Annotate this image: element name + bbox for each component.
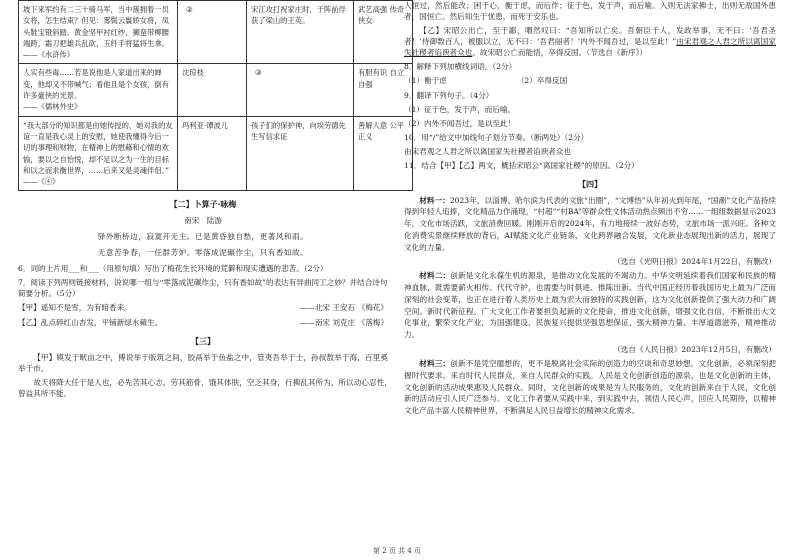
material-label: 材料一： xyxy=(419,195,450,205)
option-row xyxy=(404,75,776,86)
table-cell: ② xyxy=(178,1,247,64)
poem-line: 驿外断桥边，寂寞开无主。已是黄昏独自愁，更著风和雨。 xyxy=(97,232,309,242)
character-table xyxy=(18,0,413,191)
table-cell xyxy=(19,1,178,64)
material-text: 创新是文化永葆生机的源泉，是推动文化发展的不竭动力。中华文明延续着我们国家和民族的精神血脉，既需要薪火相传、代代守护，也需要与时俱进、推陈出新。当代中国正经历着我国历史上最为广泛而深刻的社会变革，也正在进行着人类历史上最为宏大而独特的实践创新，这为文化创新提供了强大动力和广阔空间。新时代新征程，广大文化工作者要担负起新的文化使命，推进文化创新，增强文化自信，不断推出大文化事业，繁荣文化产业，为国强建设、民族复兴提供坚强思想保证、强大精神力量、丰厚道德滋养，精神推动力。 xyxy=(404,271,777,340)
section-heading: 【二】卜算子·咏梅 xyxy=(169,199,237,210)
sub-question: （1）衡于虑 xyxy=(404,76,447,85)
material-label: 材料三： xyxy=(419,359,451,369)
material-paragraph xyxy=(404,358,776,417)
right-column xyxy=(404,0,776,420)
option-source: ——南宋 刘克庄 《落梅》 xyxy=(299,318,388,328)
table-row xyxy=(19,116,413,191)
material-paragraph xyxy=(404,195,776,254)
table-cell: 孩子们的保护神，向埃劳德先生写信求证 xyxy=(247,116,354,191)
option-row xyxy=(18,317,388,328)
question-10-sentence: 由宋君观之人君之所以离国家失社稷者谄谀者众也 xyxy=(404,147,572,156)
option-source: ——北宋 王安石 《梅花》 xyxy=(299,303,388,313)
left-column xyxy=(18,0,405,402)
excerpt-text: 人实有些毒……若是说他是人家道出来的婵变，他却又不带喊气；看他且是个女孩，倒有许多豪侠的光景。 xyxy=(23,68,169,101)
material-paragraph xyxy=(404,270,776,341)
material-text: 创新不是凭空臆想的，更不是脱离社会实际的创造力的空谈和奇思妙想。文化创新，必须深刻把握时代要求，来自时代人民群众，来自人民群众的实践。人民是文化创新创造的源泉，也是文化创新的主体，文化创新的活动成果惠及人民群众。同时，文化创新的成果是为人民服务的，文化的创新来自于人民，文化创新的活动应引人民广泛参与。文化工作者要从实践中来，到实践中去，领悟人民心声，回应人民期待，以精神文化产品丰富人民精神世界，不断满足人民日益增长的精神文化需求。 xyxy=(404,359,777,416)
section-heading: 【三】 xyxy=(191,336,215,347)
excerpt-text: 坡下来军约有二三十骑马军，当中簇拥着一员女将，怎生结束？但见：雾鬓云鬟娇女将，凤头鞋宝镫斜踏。黄金坚甲衬红纱，狮蛮带柳腰端跨。霜刀把雄兵乱砍，玉纤手将猛将生拿。 xyxy=(23,5,169,48)
table-cell: 沈琼枝 xyxy=(178,64,247,116)
option-row xyxy=(18,302,388,313)
table-cell: 武艺高强 传奇侠女 xyxy=(354,1,413,64)
sub-question: （2）卒得反国 xyxy=(516,76,568,85)
excerpt-source: ——《儒林外史》 xyxy=(23,102,82,112)
option-text: 【甲】遥知不是雪，为有暗香来。 xyxy=(18,303,132,313)
excerpt-source: ——《水浒传》 xyxy=(23,50,75,60)
passage-paragraph xyxy=(404,25,776,58)
excerpt-text: “我大部分的知识都是由她传授的，她对我的友谊一直是我心灵上的安慰，她使我懂得今后一切的事理和财物，在精神上的慰藉和心情的欢愉，要以之自怡悦，却不足以之为一生的目标和以之而求衡世界，……后来又是灵魂伴侣。” ——《④》 xyxy=(23,120,173,187)
material-citation: （选自《光明日报》2024年1月22日，有删改） xyxy=(613,257,776,267)
table-cell xyxy=(19,64,178,116)
material-label: 材料二： xyxy=(419,271,451,281)
question-6: 6．词的上片用___和___（用原句填）写出了梅花生长环境的荒僻和现实遭遇的悲苦。（2分） xyxy=(18,264,328,274)
question-8: 8．解释下列加横线词语。（2分） xyxy=(404,62,517,71)
question-9: 9．翻译下列句子。（4分） xyxy=(404,91,494,100)
sub-question: （1）征于色，发于声，而后喻。 xyxy=(404,105,516,114)
poem-line: 无意苦争春，一任群芳妒。零落成泥碾作尘，只有香如故。 xyxy=(97,248,309,258)
material-text: 2023年，以淄博、哈尔滨为代表的文旅“出圈”，“文博热”从年初火到年尾，“国潮”文化产品持续得到年轻人追捧，文化精品力作涌现，“村超”“村BA”等群众性文体活动热点频出不穷……一组组数据显示2023年，文化市场活跃，文旅消费回暖。刚刚开启的2024年，有力地接续一波好态势，文旅市场一派兴旺。各种文化消费实景继续释放的背后，AI赋能文化产业链条，文化跨界融合发展，文化新业态展现出新的活力，展现了文化的力量。 xyxy=(404,195,776,252)
question-11: 11．结合【甲】【乙】两文，概括宋昭公“离国家社稷”的原因。（2分） xyxy=(404,161,639,170)
table-cell: 宋江攻打祝家庄时，于阵前俘获了梁山的王英。 xyxy=(247,1,354,64)
table-cell: 有胆有识 自立自强 xyxy=(354,64,413,116)
question-10: 10．用“/”给文中加线句子划分节奏。（断两处）（2分） xyxy=(404,133,589,142)
passage-text: 。故宋昭公亡而能悟，卒得反国。（节选自《新序》） xyxy=(472,48,647,57)
underlined-sentence: 由宋君观之人君之所以离国家失社稷者谄谀者众也 xyxy=(404,37,776,57)
table-cell xyxy=(19,116,178,191)
poem-author: 南宋 陆游 xyxy=(184,216,222,226)
passage-text: 【乙】宋昭公出亡，至于鄙，喟然叹曰：“吾知所以亡矣。吾朝臣千人，发政举事，无不曰：‘吾君圣者！’侍御数百人，被服以立，无不曰：‘吾君丽者！’内外不闻吾过，是以至此！” xyxy=(404,26,776,46)
page-footer: 第 2 页 共 4 页 xyxy=(372,546,422,555)
question-7: 7．阅读下列两则链接材料，说说哪一组与“零落成泥碾作尘，只有香如故”的表达有异曲同工之妙？并结合诗句简要分析。（5分） xyxy=(18,278,388,299)
table-row xyxy=(19,64,413,116)
material-citation: （选自《人民日报》2023年12月5日，有删改） xyxy=(613,345,776,355)
table-cell: 善解人意 公平正义 xyxy=(354,116,413,191)
section-heading: 【四】 xyxy=(578,179,602,189)
table-row xyxy=(19,1,413,64)
passage-paragraph: 人恒过，然后能改；困于心，衡于虑，而后作；征于色，发于声，而后喻。入则无法家拂士，出则无敌国外患者，国恒亡。然后知生于忧患，而死于安乐也。 xyxy=(404,1,776,21)
passage-paragraph: 故天将降大任于是人也，必先苦其心志，劳其筋骨，饿其体肤，空乏其身，行拂乱其所为，所以动心忍性， 曾益其所不能。 xyxy=(18,377,396,398)
sub-question: （2）内外不闻吾过，是以至此！ xyxy=(404,119,516,128)
passage-paragraph: 【甲】嫫发于畎亩之中，傅说举于版筑之间，胶鬲举于鱼盐之中，管夷吾举于士，孙叔敖举于海，百里奚举于市。 xyxy=(18,352,388,373)
table-cell: ③ xyxy=(247,64,354,116)
table-cell: 玛利亚·谭波儿 xyxy=(178,116,247,191)
option-text: 【乙】乱点碎红山杏发，平铺新绿水蘋生。 xyxy=(18,318,163,328)
